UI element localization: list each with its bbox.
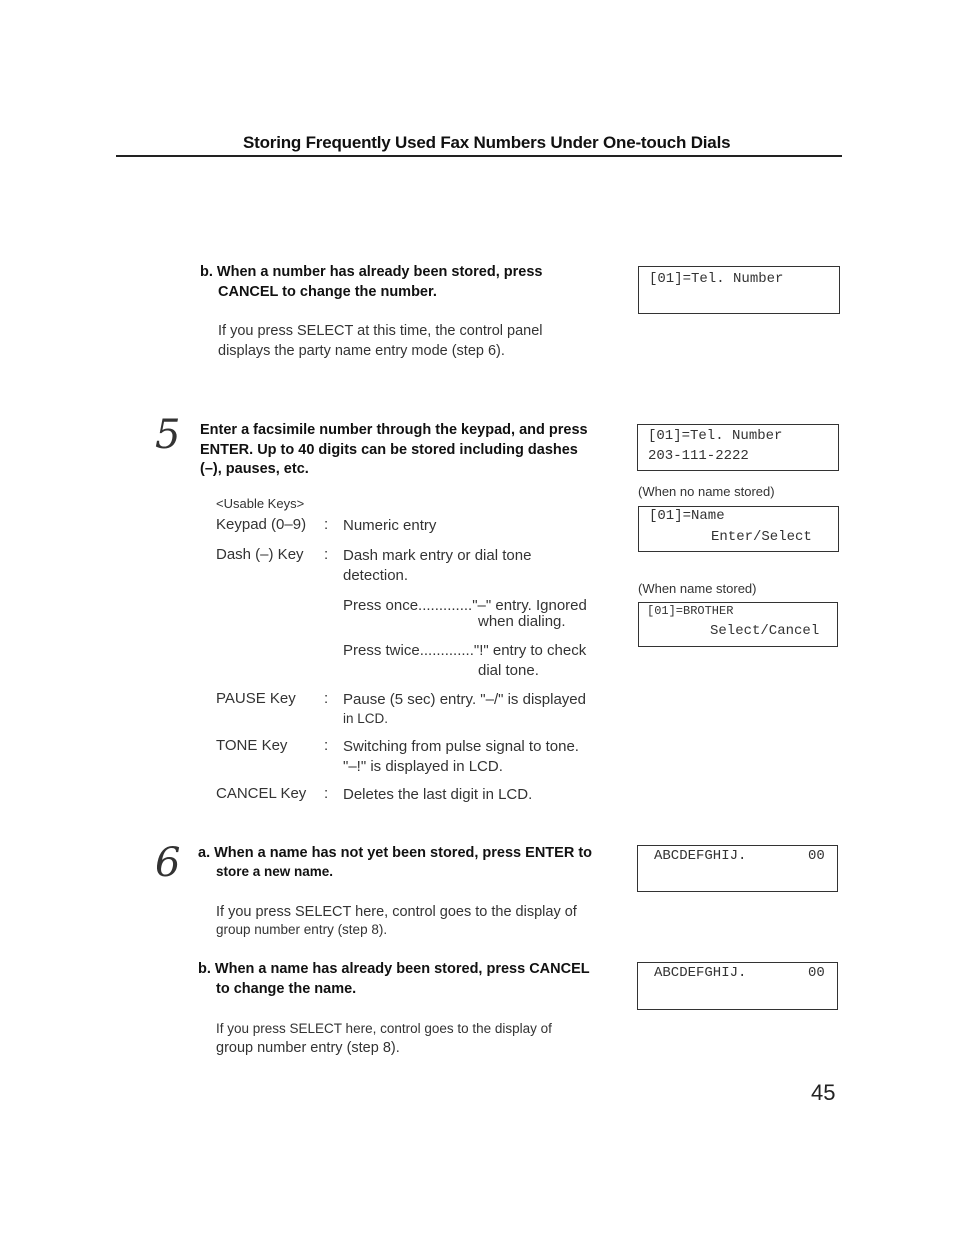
lcd2-line1: [01]=Tel. Number — [648, 428, 783, 444]
key-dash-desc-line1: Dash mark entry or dial tone — [343, 547, 532, 564]
key-dash-desc-line2: detection. — [343, 567, 409, 584]
step5-heading-line3: (–), pauses, etc. — [200, 461, 309, 477]
key-pause: PAUSE Key — [216, 690, 296, 707]
lcd6-text: ABCDEFGHIJ. — [654, 965, 747, 981]
key-tone-desc-line2: "–!" is displayed in LCD. — [343, 758, 503, 775]
lcd3-line1: [01]=Name — [649, 508, 725, 524]
page-header-title: Storing Frequently Used Fax Numbers Under One-touch Dials — [243, 133, 731, 152]
caption-name-stored: (When name stored) — [638, 581, 757, 596]
press-twice-value: "!" entry to check — [473, 642, 587, 659]
key-pause-desc-line1: Pause (5 sec) entry. "–/" is displayed — [343, 691, 586, 708]
key-colon: : — [324, 785, 329, 802]
press-once-value-line2: when dialing. — [478, 613, 566, 630]
step4b-body-line1: If you press SELECT at this time, the control panel — [218, 323, 543, 339]
header-rule — [116, 155, 842, 157]
key-pause-desc-line2: in LCD. — [343, 711, 389, 726]
step6a-body-line2: group number entry (step 8). — [216, 922, 388, 937]
lcd-display-1 — [638, 266, 840, 314]
step6b-body-line2: group number entry (step 8). — [216, 1040, 400, 1056]
step6b-heading-line2: to change the name. — [216, 981, 357, 997]
lcd6-number: 00 — [808, 965, 825, 981]
press-once-dots: ............. — [418, 597, 473, 614]
page-number: 45 — [811, 1080, 836, 1105]
step-number-6: 6 — [155, 840, 181, 886]
press-twice-value-line2: dial tone. — [478, 662, 539, 679]
key-colon: : — [324, 516, 329, 533]
press-once-text: Press once — [343, 597, 419, 614]
lcd2-line2: 203-111-2222 — [648, 448, 749, 464]
step4b-heading-line1: b. When a number has already been stored, press — [200, 264, 543, 280]
lcd-display-4 — [638, 602, 838, 647]
key-cancel: CANCEL Key — [216, 785, 307, 802]
press-twice-label — [343, 641, 586, 661]
lcd-display-5 — [637, 845, 838, 892]
key-tone-desc-line1: Switching from pulse signal to tone. — [343, 738, 579, 755]
lcd3-line2: Enter/Select — [711, 529, 812, 545]
key-tone: TONE Key — [216, 737, 288, 754]
step6b-body-line1: If you press SELECT here, control goes to the display of — [216, 1021, 552, 1036]
lcd-display-6 — [637, 962, 838, 1010]
key-keypad: Keypad (0–9) — [216, 516, 307, 533]
step6a-heading-line2: store a new name. — [216, 864, 334, 879]
usable-keys-label: <Usable Keys> — [216, 496, 305, 511]
step6a-body-line1: If you press SELECT here, control goes to the display of — [216, 904, 577, 920]
lcd4-line2: Select/Cancel — [710, 623, 820, 639]
caption-no-name-stored: (When no name stored) — [638, 484, 775, 499]
key-dash: Dash (–) Key — [216, 546, 304, 563]
lcd5-text: ABCDEFGHIJ. — [654, 848, 747, 864]
lcd4-line1: [01]=BROTHER — [647, 604, 734, 618]
key-keypad-desc: Numeric entry — [343, 517, 437, 534]
key-colon: : — [324, 737, 329, 754]
step5-heading-line2: ENTER. Up to 40 digits can be stored including dashes — [200, 442, 578, 458]
step-number-5: 5 — [155, 412, 181, 458]
lcd-display-3 — [638, 506, 839, 552]
key-cancel-desc: Deletes the last digit in LCD. — [343, 786, 533, 803]
step4b-heading-line2: CANCEL to change the number. — [218, 284, 437, 300]
lcd1-line1: [01]=Tel. Number — [649, 271, 784, 287]
press-twice-text: Press twice — [343, 642, 420, 659]
key-colon: : — [324, 690, 329, 707]
key-colon: : — [324, 546, 329, 563]
press-once-value: "–" entry. Ignored — [472, 597, 587, 614]
lcd5-number: 00 — [808, 848, 825, 864]
step6a-heading-line1: a. When a name has not yet been stored, press ENTER to — [198, 845, 593, 861]
press-twice-dots: ............. — [419, 642, 474, 659]
lcd-display-2 — [637, 424, 839, 471]
step6b-heading-line1: b. When a name has already been stored, press CANCEL — [198, 961, 590, 977]
step4b-body-line2: displays the party name entry mode (step 6). — [218, 343, 505, 359]
step5-heading-line1: Enter a facsimile number through the keypad, and press — [200, 422, 588, 438]
